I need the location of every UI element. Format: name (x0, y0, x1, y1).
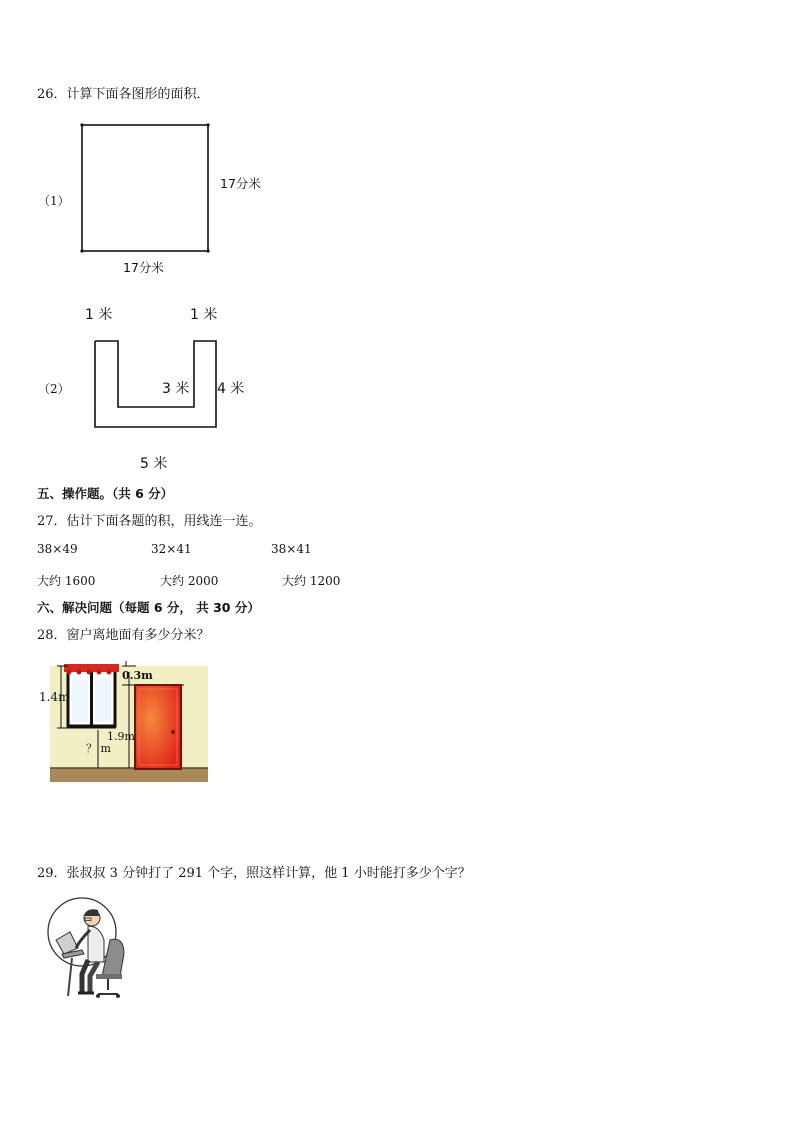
typist-illustration (44, 896, 130, 1002)
question-29-title: 29．张叔叔 3 分钟打了 291 个字，照这样计算，他 1 小时能打多少个字？ (37, 866, 471, 881)
window-door-picture (36, 658, 208, 784)
u-inner-depth-label: 3 米 (162, 381, 190, 397)
estimate-1: 大约 1600 (37, 574, 96, 588)
question-26-title: 26．计算下面各图形的面积． (37, 87, 210, 102)
u-top-left-label: 1 米 (85, 307, 113, 323)
u-outer-height-label: 4 米 (217, 381, 245, 397)
door-height-label: 1.9m (107, 730, 135, 743)
unknown-height-label: ？ m (86, 742, 111, 755)
question-28-title: 28．窗户离地面有多少分米？ (37, 628, 210, 643)
estimate-3: 大约 1200 (282, 574, 341, 588)
u-shape-figure (90, 336, 222, 432)
estimate-2: 大约 2000 (160, 574, 219, 588)
question-27-title: 27．估计下面各题的积，用线连一连。 (37, 514, 262, 529)
u-bottom-label: 5 米 (140, 456, 168, 472)
square-figure (78, 120, 218, 258)
window-height-label: 1.4m (39, 690, 70, 704)
section-6-heading: 六、解决问题（每题 6 分， 共 30 分） (37, 600, 260, 615)
expression-3: 38×41 (271, 542, 312, 556)
part-1-marker: （1） (38, 194, 70, 208)
expression-2: 32×41 (151, 542, 192, 556)
u-top-right-label: 1 米 (190, 307, 218, 323)
part-2-marker: （2） (38, 382, 70, 396)
square-side-bottom-label: 17分米 (123, 260, 164, 275)
section-5-heading: 五、操作题。（共 6 分） (37, 486, 174, 501)
gap-label: 0.3m (122, 669, 153, 682)
expression-1: 38×49 (37, 542, 78, 556)
square-side-right-label: 17分米 (220, 176, 261, 191)
